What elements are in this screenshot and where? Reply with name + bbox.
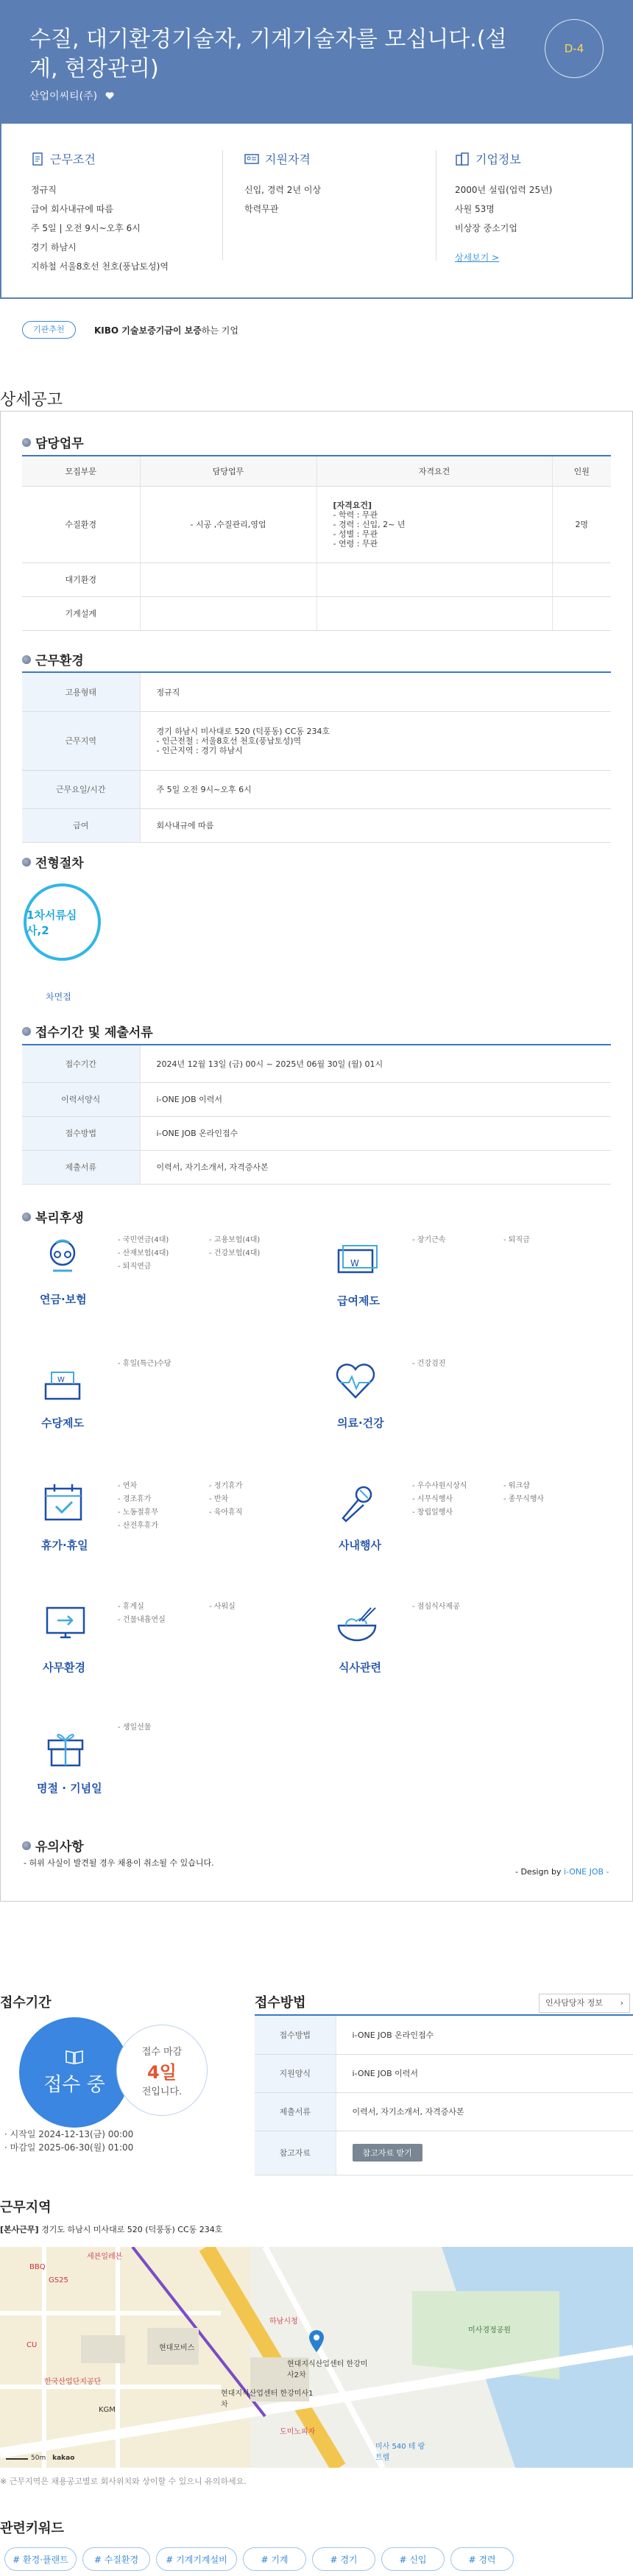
welfare-items: - 국민연금(4대) - 산재보험(4대) - 퇴직연금 [118, 1236, 169, 1271]
svg-text:W: W [350, 1258, 359, 1268]
bowl-icon [334, 1605, 380, 1648]
period-title: 접수기간 [0, 1995, 52, 2011]
pension-icon [40, 1237, 85, 1280]
env-section-title: 근무환경 [22, 650, 84, 668]
welfare-label: 식사관련 [339, 1661, 381, 1674]
bullet-icon [22, 1027, 31, 1036]
design-credit: - Design by i-ONE JOB - [515, 1867, 609, 1877]
welfare-items: - 휴게실 - 건물내흡연실 [118, 1603, 166, 1624]
col-header: 인원 [552, 456, 611, 486]
bullet-icon [22, 858, 31, 867]
work-title: 근무조건 [50, 152, 96, 166]
work-line: 정규직 [31, 185, 57, 195]
calendar-icon [41, 1481, 87, 1524]
company-info [455, 150, 632, 267]
work-line: 급여 회사내규에 따름 [31, 204, 113, 214]
dept-cell: 수질환경 [22, 486, 140, 562]
bullet-icon [22, 438, 31, 447]
work-line: 경기 하남시 [31, 242, 77, 253]
location-pin-icon [308, 2329, 325, 2353]
table-row [22, 562, 611, 596]
welfare-items: - 휴일(특근)수당 [118, 1360, 171, 1368]
map-label: GS25 [49, 2276, 68, 2284]
table-row: 제출서류 이력서, 자기소개서, 자격증사본 [255, 2092, 633, 2131]
job-title: 수질, 대기환경기술자, 기계기술자를 모십니다.(설계, 현장관리) [29, 27, 507, 82]
work-conditions [31, 150, 208, 276]
company-line: 2000년 설립(업력 25년) [455, 185, 553, 195]
health-icon [333, 1361, 378, 1403]
table-row: 급여 회사내규에 따름 [22, 808, 611, 842]
map-label: 현대지식산업센터 한강미사2차 [287, 2360, 368, 2379]
table-row: 이력서양식 i-ONE JOB 이력서 [22, 1082, 611, 1116]
map-label: 미사 540 테 랑트렐 [375, 2443, 425, 2462]
table-row [22, 486, 611, 562]
divider [222, 150, 223, 261]
kibo-rest: 하는 기업 [201, 325, 238, 336]
location-address: [본사근무] 경기도 하남시 미사대로 520 (덕풍동) CC동 234호 [0, 2225, 223, 2234]
qual-line: 학력무관 [244, 204, 279, 214]
map-scale: 50m kakao [6, 2455, 74, 2462]
welfare-label: 사무환경 [43, 1661, 85, 1674]
welfare-label: 연금·보험 [40, 1293, 87, 1306]
welfare-items: - 장기근속 [412, 1236, 446, 1244]
keyword-chip[interactable]: # 신입 [381, 2547, 445, 2571]
bullet-icon [22, 1213, 31, 1221]
keyword-chip[interactable]: # 환경·플랜트 [4, 2547, 77, 2571]
svg-text:W: W [57, 1376, 65, 1384]
company-line: 사원 53명 [455, 204, 495, 214]
keyword-chip[interactable]: # 기계 [243, 2547, 306, 2571]
deadline-days: 4일 [147, 2061, 177, 2083]
process-section-title: 전형절차 [22, 853, 84, 871]
table-row: 접수기간 2024년 12월 13일 (금) 00시 ~ 2025년 06월 30일 (월) 01시 [22, 1045, 611, 1082]
hr-info-button[interactable]: 인사담당자 정보 › [539, 1994, 630, 2013]
period-dates: · 시작일 2024-12-13(금) 00:00 · 마감일 2025-06-30(월) 01:00 [4, 2129, 134, 2153]
deadline-circle: 접수 마감 4일 전입니다. [116, 2025, 208, 2116]
keyword-chip[interactable]: # 경력 [450, 2547, 514, 2571]
map-label: 하남시청 [269, 2318, 298, 2326]
welfare-label: 사내행사 [339, 1539, 381, 1552]
welfare-items: - 워크샵 - 종무식행사 [503, 1482, 545, 1503]
task-cell: - 시공 ,수질관리,영업 [140, 486, 316, 562]
welfare-items: - 퇴직금 [503, 1236, 530, 1244]
heart-icon[interactable] [105, 91, 114, 100]
book-icon [65, 2049, 84, 2065]
microphone-icon [334, 1483, 380, 1525]
work-line: 지하철 서울8호선 천호(풍납토성)역 [31, 261, 169, 272]
monitor-icon [43, 1603, 88, 1646]
welfare-label: 의료·건강 [337, 1416, 384, 1430]
dept-cell: 대기환경 [22, 562, 140, 596]
dept-cell: 기계설계 [22, 596, 140, 630]
table-row: 접수방법 i-ONE JOB 온라인접수 [22, 1116, 611, 1150]
dday-badge: D-4 [545, 19, 604, 78]
process-step: 1차서류심사,2 [24, 883, 101, 961]
env-table [22, 673, 611, 843]
company-name-row [29, 88, 114, 103]
map-label: 한국산업단지공단 [44, 2378, 102, 2386]
welfare-label: 휴가·휴일 [41, 1539, 88, 1552]
keyword-chip[interactable]: # 기계기계설비 [156, 2547, 237, 2571]
col-header: 담당업무 [140, 456, 316, 486]
map-label: 현대지식산업센터 한강미사1차 [221, 2390, 314, 2409]
company-name[interactable]: 산업이씨티(주) [29, 91, 98, 102]
location-title: 근무지역 [0, 2200, 52, 2215]
table-row: 제출서류 이력서, 자기소개서, 자격증사본 [22, 1150, 611, 1184]
welfare-section-title: 복리후생 [22, 1207, 84, 1226]
map-label: BBQ [29, 2263, 46, 2271]
duty-table [22, 456, 611, 631]
table-row: 근무지역 경기 하남시 미사대로 520 (덕풍동) CC동 234호 - 인근전철 : 서울8호선 천호(풍납토성)역 - 인근지역 : 경기 하남시 [22, 711, 611, 770]
bullet-icon [22, 655, 31, 664]
apply-table [22, 1045, 611, 1185]
table-row: 근무요일/시간 주 5일 오전 9시~오후 6시 [22, 770, 611, 808]
map[interactable] [0, 2247, 633, 2468]
map-label: 미사경정공원 [468, 2326, 511, 2335]
table-row [22, 596, 611, 630]
welfare-items: - 정기휴가 - 반차 - 육아휴직 [209, 1482, 243, 1517]
recommend-tag: 기관추천 [22, 321, 76, 339]
duty-section-title: 담당업무 [22, 433, 84, 451]
welfare-items: - 고용보험(4대) - 건강보험(4대) [209, 1236, 261, 1257]
welfare-items: - 우수사원시상식 - 시무식행사 - 창립일행사 [412, 1482, 467, 1517]
process-step-sub: 차면접 [46, 992, 71, 1002]
status-circle [19, 2017, 130, 2128]
req-cell: [자격요건] - 학력 : 무관 - 경력 : 신입, 2~ 년 - 성별 : 무관 - 연령 : 무관 [316, 486, 552, 562]
id-card-icon [244, 152, 259, 166]
qual-title: 지원자격 [265, 152, 311, 166]
method-table [255, 2016, 633, 2176]
table-row: 고용형태 정규직 [22, 673, 611, 711]
method-title: 접수방법 [255, 1995, 306, 2011]
count-cell: 2명 [552, 486, 611, 562]
summary-box [0, 124, 633, 299]
qualifications [244, 150, 421, 219]
keyword-chip[interactable]: # 수질환경 [82, 2547, 150, 2571]
work-line: 주 5일 | 오전 9시~오후 6시 [31, 223, 141, 233]
location-note: ※ 근무지역은 채용공고별로 회사위치와 상이할 수 있으니 유의하세요. [0, 2477, 247, 2486]
table-row: 접수방법 i-ONE JOB 온라인접수 [255, 2016, 633, 2054]
qual-line: 신입, 경력 2년 이상 [244, 185, 322, 195]
map-label: 현대모비스 [159, 2344, 195, 2352]
col-header: 모집부문 [22, 456, 140, 486]
map-label: KGM [99, 2406, 116, 2414]
allowance-icon [40, 1362, 85, 1405]
col-header: 자격요건 [316, 456, 552, 486]
detail-title: 상세공고 [0, 391, 63, 409]
document-icon [31, 152, 44, 166]
status-text: 접수 중 [43, 2073, 105, 2096]
reference-download-button[interactable]: 참고자료 받기 [353, 2144, 422, 2162]
kibo-bold: KIBO 기술보증기금이 보증 [94, 325, 202, 336]
welfare-items: - 생일선물 [118, 1723, 152, 1732]
kibo-text [94, 324, 238, 336]
keyword-chip[interactable]: # 경기 [312, 2547, 375, 2571]
welfare-items: - 건강검진 [412, 1360, 446, 1368]
table-header [22, 456, 611, 486]
welfare-items: - 사워실 [209, 1603, 236, 1611]
welfare-label: 급여제도 [337, 1294, 380, 1308]
keywords-title: 관련키워드 [0, 2521, 64, 2536]
welfare-label: 명절 · 기념일 [37, 1782, 102, 1795]
building-icon [455, 152, 470, 166]
welfare-label: 수당제도 [41, 1416, 84, 1430]
company-title: 기업정보 [475, 152, 521, 166]
table-row: 참고자료 참고자료 받기 [255, 2131, 633, 2175]
apply-section-title: 접수기간 및 제출서류 [22, 1022, 153, 1040]
map-label: 도미노피자 [280, 2428, 316, 2436]
map-label: CU [26, 2341, 38, 2349]
company-line: 비상장 중소기업 [455, 223, 517, 233]
map-label: 세븐일레븐 [87, 2253, 123, 2261]
company-detail-link[interactable]: 상세보기 > [455, 253, 500, 263]
table-row: 지원양식 i-ONE JOB 이력서 [255, 2054, 633, 2092]
welfare-items: - 점심식사제공 [412, 1603, 460, 1611]
notice-section-title: 유의사항 [22, 1836, 84, 1855]
bullet-icon [22, 1841, 31, 1850]
notice-text: - 허위 사실이 발견될 경우 채용이 취소될 수 있습니다. [24, 1858, 214, 1868]
welfare-items: - 연차 - 경조휴가 - 노동절휴무 - 산전후휴가 [118, 1482, 159, 1530]
salary-icon [334, 1238, 380, 1281]
gift-icon [43, 1726, 88, 1768]
